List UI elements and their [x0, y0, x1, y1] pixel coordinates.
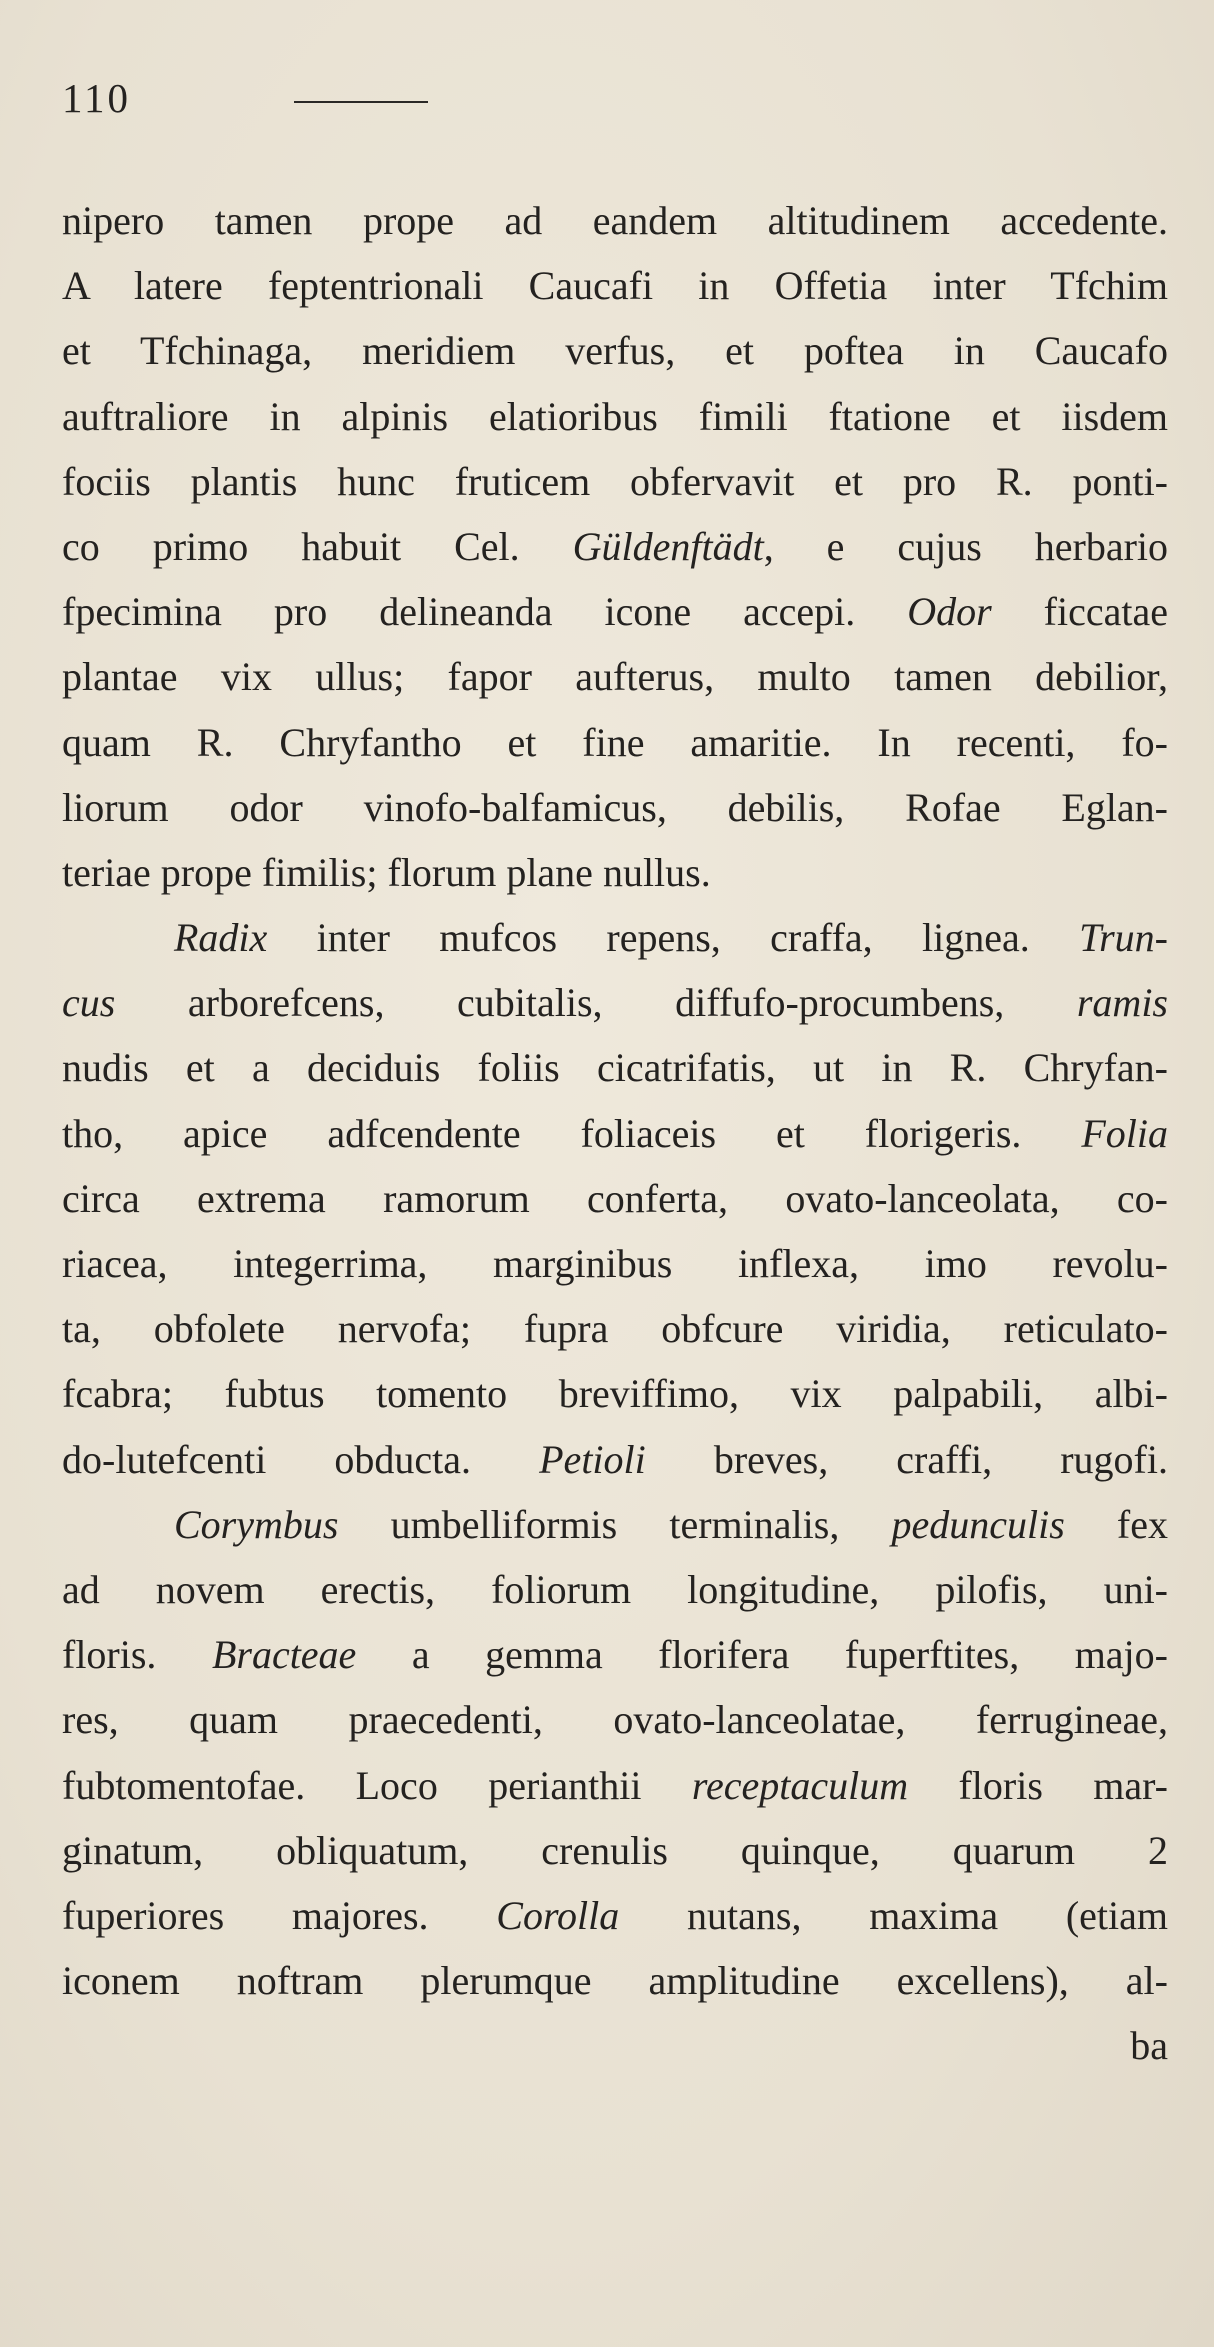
text-segment: , e cujus herbario [763, 523, 1168, 569]
text-line [62, 1035, 1168, 1100]
text-line [62, 2013, 1168, 2078]
text-segment: circa extrema ramorum conferta, ovato-lanceolata, co- [62, 1175, 1168, 1221]
text-segment: a gemma florifera fuperftites, majo- [356, 1632, 1168, 1678]
text-line [62, 318, 1168, 383]
text-segment: ba [1130, 2023, 1168, 2069]
text-segment: fpecimina pro delineanda icone accepi. [62, 589, 908, 635]
text-segment: auftraliore in alpinis elatioribus fimili ftatione et iisdem [62, 393, 1168, 439]
text-line [62, 1361, 1168, 1426]
text-segment: fubtomentofae. Loco perianthii [62, 1762, 692, 1808]
text-line [62, 1492, 1168, 1557]
text-line [62, 253, 1168, 318]
text-line [62, 579, 1168, 644]
text-segment: nipero tamen prope ad eandem altitudinem accedente. [62, 198, 1168, 243]
italic-term: Petioli [539, 1436, 646, 1482]
text-segment: nudis et a deciduis foliis cicatrifatis, ut in R. Chryfan- [62, 1045, 1168, 1091]
text-segment: floris. [62, 1632, 212, 1678]
text-segment: arborefcens, cubitalis, diffufo-procumbens, [115, 980, 1077, 1026]
text-segment: liorum odor vinofo-balfamicus, debilis, Rofae Eglan- [62, 784, 1168, 830]
text-line [62, 1622, 1168, 1687]
text-segment: quam R. Chryfantho et fine amaritie. In recenti, fo- [62, 719, 1168, 765]
header-rule [294, 101, 428, 103]
page-number: 110 [62, 75, 131, 121]
text-line [62, 1818, 1168, 1883]
text-segment: ad novem erectis, foliorum longitudine, pilofis, uni- [62, 1566, 1168, 1612]
italic-term: Güldenftädt [572, 523, 764, 569]
text-segment: co primo habuit Cel. [62, 523, 573, 569]
text-segment: inter mufcos repens, craffa, lignea. [267, 915, 1080, 961]
text-segment: teriae prope fimilis; florum plane nullus. [62, 849, 711, 895]
text-segment: plantae vix ullus; fapor aufterus, multo tamen debilior, [62, 654, 1168, 700]
text-line [62, 1883, 1168, 1948]
text-segment: ta, obfolete nervofa; fupra obfcure viridia, reticulato- [62, 1306, 1168, 1352]
text-segment: ginatum, obliquatum, crenulis quinque, quarum 2 [62, 1827, 1168, 1873]
italic-term: Folia [1081, 1110, 1168, 1156]
text-line [62, 840, 1168, 905]
text-segment: do-lutefcenti obducta. [62, 1436, 540, 1482]
text-line [62, 1948, 1168, 2013]
text-line [62, 1687, 1168, 1752]
text-segment: fcabra; fubtus tomento breviffimo, vix palpabili, albi- [62, 1371, 1168, 1417]
text-segment: riacea, integerrima, marginibus inflexa, imo revolu- [62, 1241, 1168, 1286]
text-line [62, 1557, 1168, 1622]
text-line [62, 1296, 1168, 1361]
italic-term: Bracteae [211, 1632, 357, 1678]
text-line [62, 644, 1168, 709]
text-segment: fex [1064, 1501, 1168, 1547]
italic-term: Trun- [1079, 915, 1168, 961]
text-segment: breves, craffi, rugofi. [645, 1436, 1168, 1482]
text-line [62, 1166, 1168, 1231]
italic-term: Radix [174, 915, 268, 961]
text-line [62, 775, 1168, 840]
italic-term: cus [62, 980, 116, 1026]
page-header [62, 68, 1162, 128]
text-line [62, 905, 1168, 970]
text-segment: nutans, maxima (etiam [619, 1892, 1168, 1938]
text-line [62, 1753, 1168, 1818]
italic-term: Odor [907, 589, 992, 635]
text-line [62, 1231, 1168, 1296]
text-line [62, 514, 1168, 579]
text-line [62, 384, 1168, 449]
text-line [62, 1427, 1168, 1492]
italic-term: receptaculum [691, 1762, 909, 1808]
italic-term: ramis [1076, 980, 1168, 1026]
italic-term: Corolla [496, 1892, 620, 1938]
italic-term: Corymbus [174, 1501, 339, 1547]
text-segment: res, quam praecedenti, ovato-lanceolatae, ferrugineae, [62, 1697, 1168, 1743]
text-segment: fociis plantis hunc fruticem obfervavit et pro R. ponti- [62, 458, 1168, 504]
text-line [62, 970, 1168, 1035]
italic-term: pedunculis [891, 1501, 1065, 1547]
text-segment: floris mar- [908, 1762, 1168, 1808]
text-segment: ficcatae [991, 589, 1168, 635]
text-line [62, 449, 1168, 514]
text-segment: iconem noftram plerumque amplitudine excellens), al- [62, 1958, 1168, 2004]
text-line [62, 710, 1168, 775]
text-line [62, 188, 1168, 253]
text-segment: A latere feptentrionali Caucafi in Offetia inter Tfchim [62, 263, 1168, 309]
text-segment: tho, apice adfcendente foliaceis et florigeris. [62, 1110, 1082, 1156]
text-segment: fuperiores majores. [62, 1892, 497, 1938]
text-line [62, 1101, 1168, 1166]
text-segment: umbelliformis terminalis, [338, 1501, 892, 1547]
text-segment: et Tfchinaga, meridiem verfus, et poftea in Caucafo [62, 328, 1168, 374]
body-text [62, 188, 1168, 2078]
